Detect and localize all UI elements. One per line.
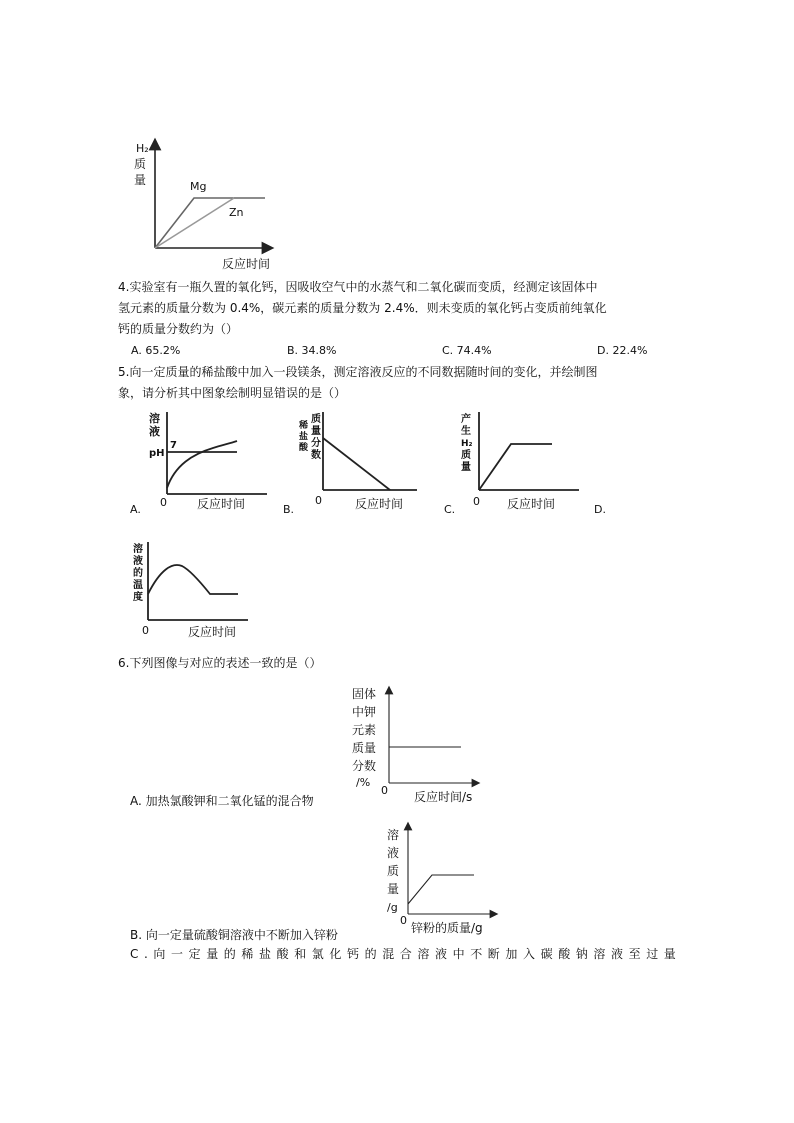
y-label: 分数 — [352, 759, 377, 773]
q4-option-c: C. 74.4% — [442, 344, 492, 357]
q6-option-b: B. 向一定量硫酸铜溶液中不断加入锌粉 — [130, 928, 338, 942]
q4-line-3: 钙的质量分数约为（） — [118, 322, 239, 336]
q5-graph-b — [295, 410, 420, 520]
y-label-h2: H₂ — [136, 142, 149, 155]
y-label: 稀 — [299, 421, 309, 431]
y-label: 的 — [133, 568, 143, 579]
y-label: 生 — [461, 426, 471, 437]
q5-option-c: C. — [444, 503, 456, 516]
q6-option-a: A. 加热氯酸钾和二氧化锰的混合物 — [130, 794, 314, 808]
q5-line-1: 5.向一定质量的稀盐酸中加入一段镁条，测定溶液反应的不同数据随时间的变化，并绘制图 — [118, 365, 598, 379]
q5-option-a: A. — [130, 503, 141, 516]
x-label: 反应时间 — [197, 497, 246, 511]
q4-option-b: B. 34.8% — [287, 344, 337, 357]
y-label-liang: 量 — [134, 173, 147, 187]
y-label: 固体 — [352, 687, 377, 701]
y-label: 度 — [133, 592, 143, 603]
q5-option-b: B. — [283, 503, 295, 516]
q5-graph-d — [130, 540, 255, 640]
hcl-line — [323, 438, 390, 490]
series-label-zn: Zn — [229, 206, 244, 219]
x-label: 反应时间 — [507, 497, 556, 511]
ph-curve — [167, 441, 237, 488]
q4-line-2: 氢元素的质量分数为 0.4%，碳元素的质量分数为 2.4%．则未变质的氧化钙占变质前纯氧化 — [118, 301, 607, 315]
y-label: 数 — [311, 450, 321, 461]
q5-graph-a — [145, 410, 270, 520]
q5-line-2: 象，请分析其中图象绘制明显错误的是（） — [118, 386, 347, 400]
q4-option-d: D. 22.4% — [597, 344, 648, 357]
y-label: /g — [387, 901, 398, 914]
h2-mass-graph — [128, 136, 278, 272]
q4-line-1: 4.实验室有一瓶久置的氧化钙，因吸收空气中的水蒸气和二氧化碳而变质，经测定该固体中 — [118, 280, 598, 294]
q4-option-a: A. 65.2% — [131, 344, 181, 357]
y-label: 质量 — [352, 741, 377, 755]
y-label: 溶 — [133, 544, 143, 555]
h2-mass-figure — [128, 136, 278, 272]
y-label: H₂ — [461, 439, 473, 449]
q6-option-c: C.向一定量的稀盐酸和氯化钙的混合溶液中不断加入碳酸钠溶液至过量 — [130, 947, 682, 961]
y-label: 量 — [387, 882, 400, 896]
mg-curve — [155, 198, 265, 248]
x-label: 反应时间 — [188, 625, 237, 639]
y-label: 中钾 — [352, 705, 377, 719]
y-label: 液 — [387, 846, 400, 860]
y-label: 酸 — [299, 443, 309, 453]
x-label: 反应时间 — [222, 257, 271, 271]
x-label: 锌粉的质量/g — [411, 921, 483, 935]
q6-graph-a — [348, 684, 498, 806]
y-label: 盐 — [299, 432, 309, 442]
series-label-mg: Mg — [190, 180, 207, 193]
y-label: 质 — [311, 414, 321, 425]
y-label: 分 — [311, 438, 321, 449]
origin-label: 0 — [381, 784, 388, 797]
q5-option-d: D. — [594, 503, 606, 516]
y-label: 溶 — [149, 412, 160, 425]
origin-label: 0 — [160, 496, 167, 509]
origin-label: 0 — [315, 494, 322, 507]
y-label: pH — [149, 448, 165, 459]
y-label-zhi: 质 — [134, 157, 147, 171]
y-label: 产 — [461, 414, 471, 425]
y-label: 量 — [311, 426, 321, 437]
y-label: 温 — [133, 580, 143, 591]
origin-label: 0 — [142, 624, 149, 637]
solution-mass-curve — [408, 875, 474, 904]
y-label: 液 — [149, 425, 160, 438]
q5-graph-c — [457, 410, 582, 520]
q6-graph-b — [382, 820, 502, 938]
y-label: 液 — [133, 556, 143, 567]
y-label: 量 — [461, 462, 471, 473]
origin-label: 0 — [400, 914, 407, 927]
q6-stem: 6.下列图像与对应的表述一致的是（） — [118, 656, 322, 670]
origin-label: 0 — [473, 495, 480, 508]
y-label: 元素 — [352, 723, 377, 737]
y-label: 质 — [387, 864, 400, 878]
y-label: 溶 — [387, 828, 400, 842]
x-label: 反应时间 — [355, 497, 404, 511]
y-label: 质 — [461, 450, 471, 461]
zn-curve — [155, 198, 234, 248]
temperature-curve — [148, 565, 238, 594]
x-label: 反应时间/s — [414, 790, 473, 804]
y-label: /% — [356, 776, 371, 789]
h2-curve — [479, 444, 552, 490]
ph-level-label: 7 — [170, 440, 177, 451]
